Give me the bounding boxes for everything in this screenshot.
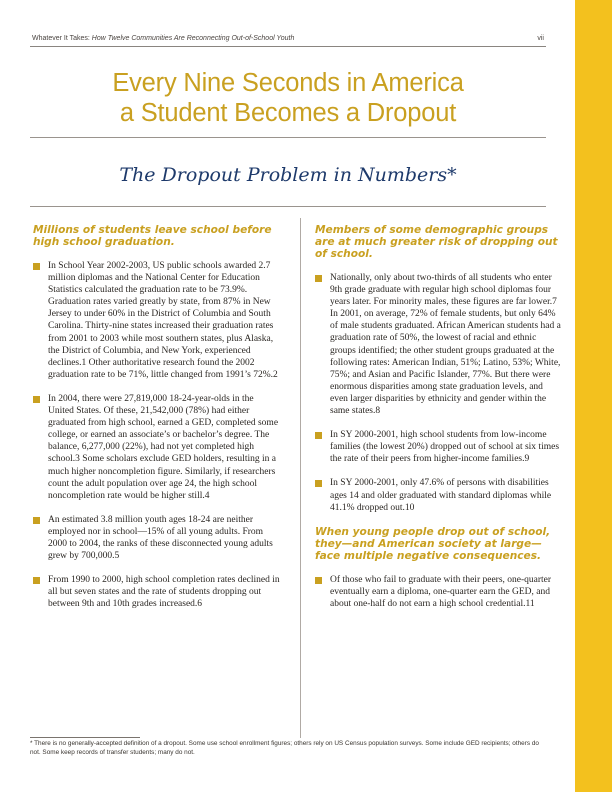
list-item: In SY 2000-2001, only 47.6% of persons with disabilities ages 14 and older graduated with standard diplomas while 41.1% dropped out.10 [315,477,563,513]
bullet-square-icon [33,396,40,403]
list-item: In School Year 2002-2003, US public schools awarded 2.7 million diplomas and the National Center for Education Statistics calculated the graduation rate to be 73.9%. Graduation rates varied greatly by state, from 87% in New Jersey to under 60% in the District of Columbia and South Carolina. Thirty-nine states increased their graduation rates from 2001 to 2003 while most southern states, plus Alaska, the District of Columbia, and New York, experienced declines.1 Other authoritative research found the 2002 graduation rate to be 71%, little changed from 1991’s 72%.2 [33,260,281,381]
bullet-square-icon [315,480,322,487]
bullet-square-icon [33,577,40,584]
header-rule [30,46,546,47]
bullet-square-icon [315,577,322,584]
column-divider [300,218,301,738]
list-item: Of those who fail to graduate with their peers, one-quarter eventually earn a diploma, one-quarter earn the GED, and about one-half do not earn a high school credential.11 [315,574,563,610]
header-title [32,35,294,42]
list-item: From 1990 to 2000, high school completion rates declined in all but seven states and the rate of students dropping out between 9th and 10th grades increased.6 [33,574,281,610]
right-column [315,224,563,622]
title-line-1: Every Nine Seconds in America [112,69,464,97]
footnote: * There is no generally-accepted definition of a dropout. Some use school enrollment figures; others rely on US Census population surveys. Some include GED recipients; others do not. Some keep records of transfer students; many do not. [30,740,539,756]
left-column [33,224,281,622]
title-rule [30,137,546,138]
header-subtitle: How Twelve Communities Are Reconnecting Out-of-School Youth [91,35,295,42]
list-item: In 2004, there were 27,819,000 18-24-year-olds in the United States. Of these, 21,542,000 (78%) had either graduated from high school, earned a GED, completed some college, or earned an associate’s or bachelor’s degree. The balance, 6,277,000 (22%), had not yet completed high school.3 Some scholars exclude GED holders, resulting in a much higher noncompletion figure. Similarly, if researchers count the adult population over age 24, the high school noncompletion rate would be higher still.4 [33,393,281,502]
bullet-square-icon [33,263,40,270]
header-prefix: Whatever It Takes: [32,35,90,42]
bullet-square-icon [33,517,40,524]
title-line-2: a Student Becomes a Dropout [119,99,457,127]
right-heading-2: When young people drop out of school, they—and American society at large—face multiple negative consequences. [315,525,551,562]
left-heading: Millions of students leave school before high school graduation. [33,224,272,248]
running-header [30,33,546,47]
side-color-tab [575,0,612,792]
section-subtitle: The Dropout Problem in Numbers* [119,164,457,186]
footnote-rule [30,737,140,738]
bullet-square-icon [315,432,322,439]
page-title [30,68,546,128]
bullet-square-icon [315,275,322,282]
right-heading-1: Members of some demographic groups are at much greater risk of dropping out of school. [315,224,558,260]
list-item: In SY 2000-2001, high school students from low-income families (the lowest 20%) dropped out of school at six times the rate of their peers from higher-income families.9 [315,429,563,465]
page-number: vii [537,35,544,42]
list-item: Nationally, only about two-thirds of all students who enter 9th grade graduate with regular high school diplomas four years later. For minority males, these figures are far lower.7 In 2001, on average, 72% of female students, but only 64% of male students graduated. African American students had a graduation rate of 50%, the lowest of racial and ethnic groups identified; the other student groups graduated at the following rates: American Indian, 51%; Latino, 53%; White, 75%; and Asian and Pacific Islander, 77%. But there were enormous disparities among state graduation levels, and even larger disparities by ethnicity and gender within the same states.8 [315,272,563,417]
subtitle-rule [30,206,546,207]
list-item: An estimated 3.8 million youth ages 18-24 are neither employed nor in school—15% of all young adults. From 2000 to 2004, the ranks of these disconnected young adults grew by 700,000.5 [33,514,281,562]
